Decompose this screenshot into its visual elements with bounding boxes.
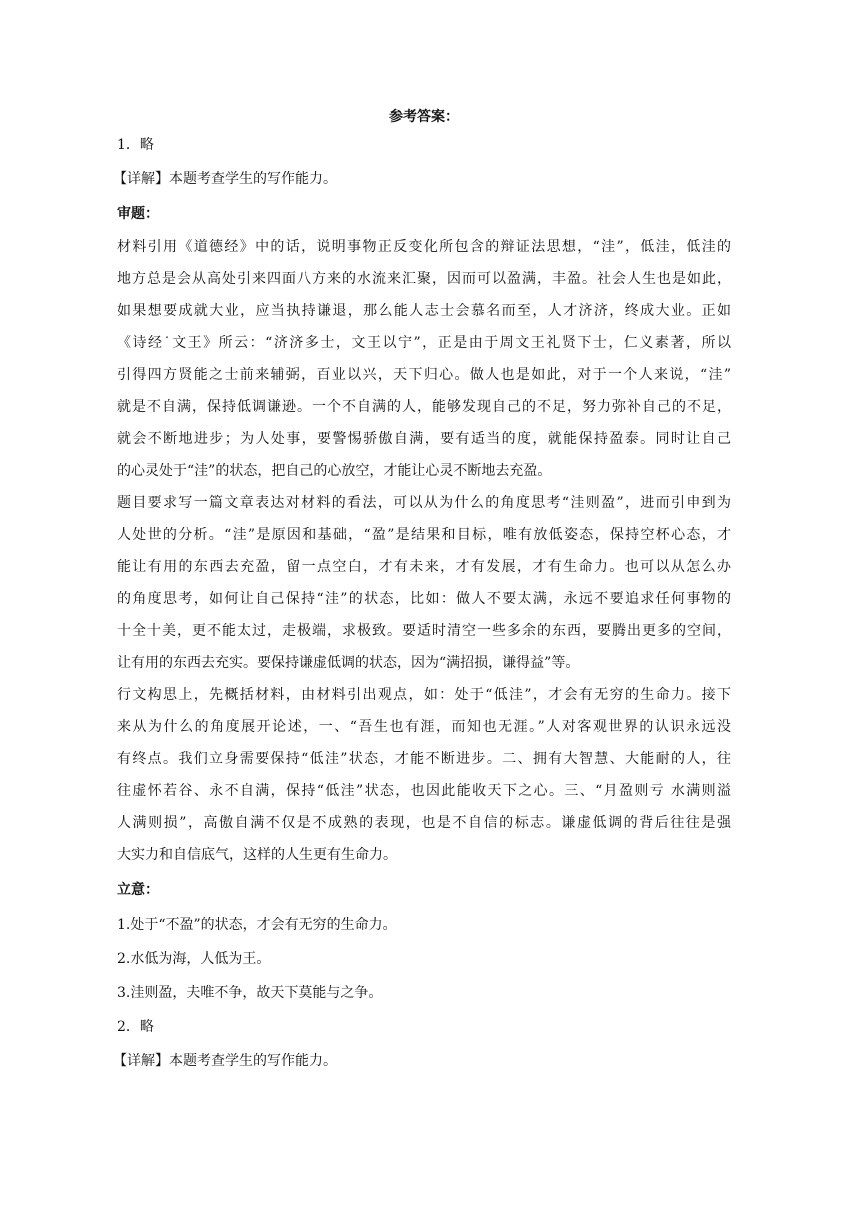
answer-page [113,0,731,1216]
liyi-heading: 立意： [117,882,159,898]
question-1-number: 1．略 [117,137,154,153]
shenti-para3-line: 往虚怀若谷、永不自满，保持“低洼”状态，也因此能收天下之心。三、“月盈则亏 水满则溢 [117,783,731,799]
shenti-para1-line: 引得四方贤能之士前来辅弼，百业以兴，天下归心。做人也是如此，对于一个人来说，“洼” [117,367,731,383]
shenti-para3-line: 行文构思上，先概括材料，由材料引出观点，如：处于“低洼”，才会有无穷的生命力。接下 [117,687,731,703]
shenti-para1-line: 如果想要成就大业，应当执持谦退，那么能人志士会慕名而至，人才济济，终成大业。正如 [117,303,731,319]
page-title: 参考答案： [389,109,459,125]
shenti-para1-line: 就是不自满，保持低调谦逊。一个不自满的人，能够发现自己的不足，努力弥补自己的不足， [117,399,731,415]
liyi-item: 2.水低为海，人低为王。 [117,951,271,967]
shenti-para1-line: 的心灵处于“洼”的状态，把自己的心放空，才能让心灵不断地去充盈。 [117,463,552,479]
shenti-para1-line: 《诗经˙文王》所云：“济济多士，文王以宁”，正是由于周文王礼贤下士，仁义素著，所以 [117,335,731,351]
shenti-para2-line: 十全十美，更不能太过，走极端，求极致。要适时清空一些多余的东西，要腾出更多的空间， [117,623,731,639]
shenti-para2-line: 让有用的东西去充实。要保持谦虚低调的状态，因为“满招损，谦得益”等。 [117,655,580,671]
shenti-para2-line: 能让有用的东西去充盈，留一点空白，才有未来，才有发展，才有生命力。也可以从怎么办 [117,559,731,575]
shenti-para2-line: 的角度思考，如何让自己保持“洼”的状态，比如：做人不要太满，永远不要追求任何事物的 [117,591,731,607]
question-2-detail: 【详解】本题考查学生的写作能力。 [113,1053,337,1069]
shenti-para3-line: 有终点。我们立身需要保持“低洼”状态，才能不断进步。二、拥有大智慧、大能耐的人，往 [117,751,731,767]
shenti-para1-line: 材料引用《道德经》中的话，说明事物正反变化所包含的辩证法思想，“洼”，低洼，低洼的 [117,239,731,255]
shenti-para3-line: 大实力和自信底气，这样的人生更有生命力。 [117,847,397,863]
liyi-item: 1.处于“不盈”的状态，才会有无穷的生命力。 [117,917,397,933]
question-1-detail: 【详解】本题考查学生的写作能力。 [113,171,337,187]
question-2-number: 2．略 [117,1019,154,1035]
shenti-para2-line: 人处世的分析。“洼”是原因和基础，“盈”是结果和目标，唯有放低姿态，保持空杯心态，才 [117,527,731,543]
shenti-para2-line: 题目要求写一篇文章表达对材料的看法，可以从为什么的角度思考“洼则盈”，进而引申到为 [117,495,731,511]
shenti-para3-line: 人满则损”，高傲自满不仅是不成熟的表现，也是不自信的标志。谦虚低调的背后往往是强 [117,815,731,831]
shenti-heading: 审题： [117,206,159,222]
liyi-item: 3.洼则盈，夫唯不争，故天下莫能与之争。 [117,985,383,1001]
shenti-para1-line: 地方总是会从高处引来四面八方来的水流来汇聚，因而可以盈满，丰盈。社会人生也是如此， [117,271,731,287]
shenti-para3-line: 来从为什么的角度展开论述，一、“吾生也有涯，而知也无涯。”人对客观世界的认识永远没 [117,719,731,735]
shenti-para1-line: 就会不断地进步；为人处事，要警惕骄傲自满，要有适当的度，就能保持盈泰。同时让自己 [117,431,731,447]
